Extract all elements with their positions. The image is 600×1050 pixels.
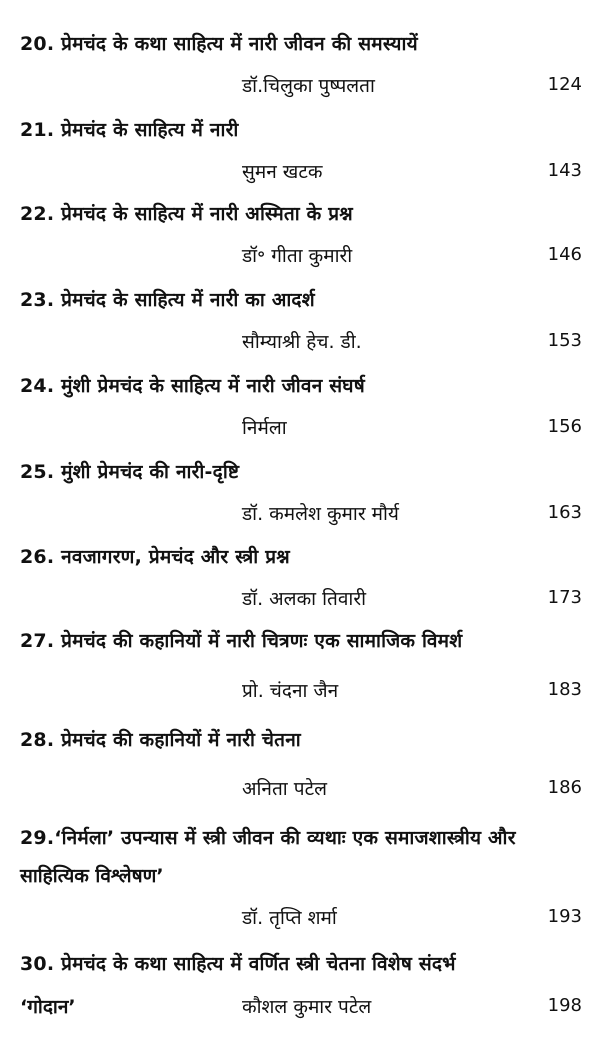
toc-entry-page: 186 [547, 777, 582, 798]
toc-entry-page: 193 [547, 906, 582, 927]
toc-entry-title: 20. प्रेमचंद के कथा साहित्य में नारी जीवन की समस्यायें [20, 33, 418, 55]
toc-entry-page: 146 [547, 244, 582, 265]
toc-entry-author: निर्मला [242, 417, 287, 439]
toc-entry-title: 28. प्रेमचंद की कहानियों में नारी चेतना [20, 729, 301, 751]
toc-entry-title: 22. प्रेमचंद के साहित्य में नारी अस्मिता के प्रश्न [20, 203, 353, 225]
toc-entry-title: 29.‘निर्मला’ उपन्यास में स्त्री जीवन की व्यथाः एक समाजशास्त्रीय और [20, 827, 516, 849]
toc-entry-page: 124 [547, 74, 582, 95]
toc-entry-title-continued: साहित्यिक विश्लेषण’ [20, 865, 164, 887]
toc-entry-title: 27. प्रेमचंद की कहानियों में नारी चित्रणः एक सामाजिक विमर्श [20, 630, 463, 652]
toc-entry-title: 23. प्रेमचंद के साहित्य में नारी का आदर्श [20, 289, 315, 311]
toc-entry-author: कौशल कुमार पटेल [242, 996, 372, 1018]
toc-entry-page: 198 [547, 995, 582, 1016]
toc-entry-title: 26. नवजागरण, प्रेमचंद और स्त्री प्रश्न [20, 546, 290, 568]
toc-entry-page: 173 [547, 587, 582, 608]
toc-entry-author: डॉ॰ गीता कुमारी [242, 245, 353, 267]
toc-entry-page: 163 [547, 502, 582, 523]
toc-entry-author: डॉ. कमलेश कुमार मौर्य [242, 503, 399, 525]
toc-entry-author: डॉ.चिलुका पुष्पलता [242, 75, 375, 97]
toc-entry-title: 25. मुंशी प्रेमचंद की नारी-दृष्टि [20, 461, 240, 483]
toc-entry-title-continued: ‘गोदान’ [20, 996, 76, 1018]
toc-entry-page: 156 [547, 416, 582, 437]
toc-entry-author: डॉ. तृप्ति शर्मा [242, 907, 337, 929]
toc-entry-page: 183 [547, 679, 582, 700]
toc-entry-author: अनिता पटेल [242, 778, 328, 800]
toc-entry-author: सौम्याश्री हेच. डी. [242, 331, 362, 353]
toc-entry-page: 143 [547, 160, 582, 181]
toc-entry-author: प्रो. चंदना जैन [242, 680, 339, 702]
toc-entry-title: 30. प्रेमचंद के कथा साहित्य में वर्णित स्त्री चेतना विशेष संदर्भ [20, 953, 456, 975]
toc-entry-title: 21. प्रेमचंद के साहित्य में नारी [20, 119, 239, 141]
toc-entry-author: डॉ. अलका तिवारी [242, 588, 367, 610]
toc-entry-page: 153 [547, 330, 582, 351]
toc-entry-author: सुमन खटक [242, 161, 323, 183]
toc-entry-title: 24. मुंशी प्रेमचंद के साहित्य में नारी जीवन संघर्ष [20, 375, 365, 397]
